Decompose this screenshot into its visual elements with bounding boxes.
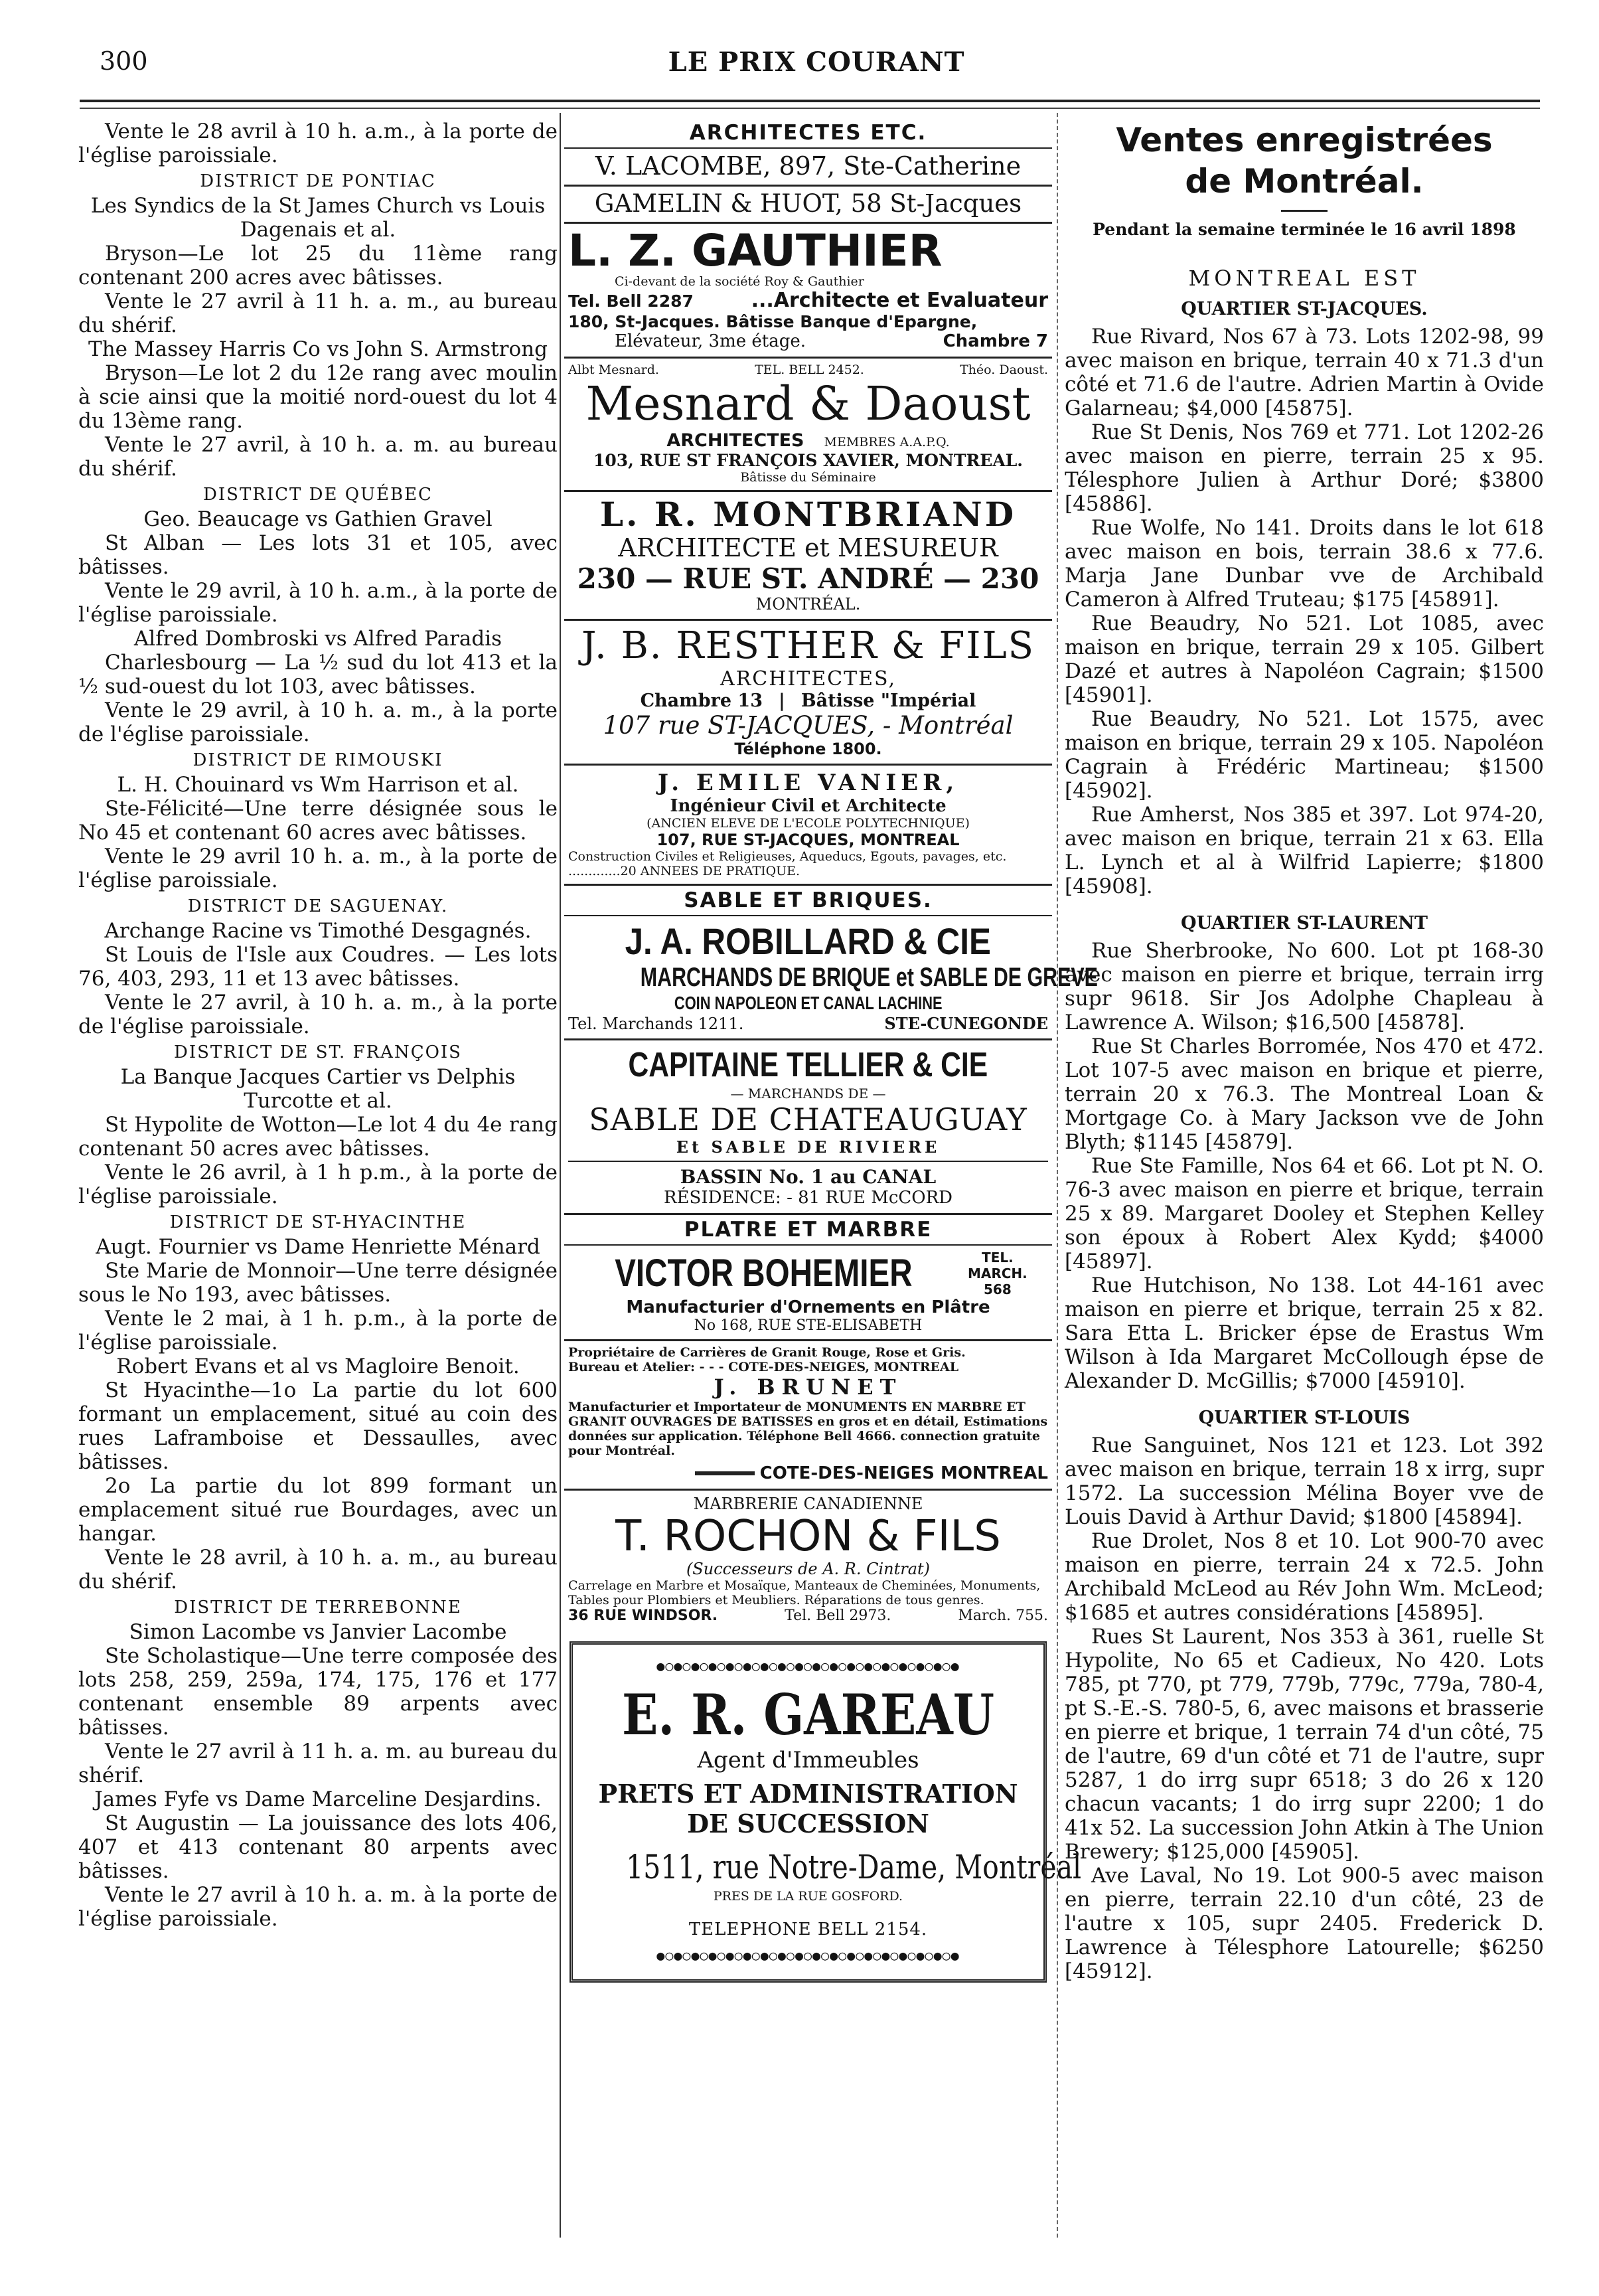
architectes-section-header bbox=[564, 120, 1052, 149]
case-title: Les Syndics de la St James Church vs Louis Dagenais et al. bbox=[90, 194, 546, 242]
bohemier-tel: TEL. MARCH. 568 bbox=[967, 1250, 1028, 1297]
tellier-residence: RÉSIDENCE: - 81 RUE McCORD bbox=[663, 1188, 953, 1208]
sale-entry: Rue Beaudry, No 521. Lot 1085, avec maison en brique, terrain 29 x 105. Gilbert Dazé et autres à Napoléon Cagrain; $1500 [45901]. bbox=[1065, 612, 1544, 707]
rochon-name: T. ROCHON & FILS bbox=[615, 1512, 1001, 1561]
sale-paragraph: 2o La partie du lot 899 formant un emplacement situé rue Bourdages, avec un hangar. bbox=[78, 1474, 558, 1546]
brunet-intro1: Propriétaire de Carrières de Granit Rouge, Rose et Gris. bbox=[568, 1345, 966, 1360]
page-header bbox=[93, 44, 1540, 84]
sale-entry: Rue Sanguinet, Nos 121 et 123. Lot 392 avec maison en brique, terrain 18 x irrg, supr 1572. La succession Mélina Boyer vve de Louis David à Arthur David; $1800 [45894]. bbox=[1065, 1434, 1544, 1529]
sale-paragraph: Ste Marie de Monnoir—Une terre désignée sous le No 193, avec bâtisses. bbox=[78, 1259, 558, 1307]
sale-paragraph: Vente le 28 avril, à 10 h. a. m., au bureau du shérif. bbox=[78, 1546, 558, 1594]
sale-paragraph: St Augustin — La jouissance des lots 406, 407 et 413 contenant 80 arpents avec bâtisses. bbox=[78, 1811, 558, 1883]
sale-paragraph: Vente le 27 avril à 10 h. a. m. à la porte de l'église paroissiale. bbox=[78, 1883, 558, 1931]
district-heading: DISTRICT DE QUÉBEC bbox=[203, 485, 433, 505]
quartier-heading: QUARTIER ST-JACQUES. bbox=[1181, 299, 1428, 319]
column-divider bbox=[560, 113, 561, 2238]
rochon-address: 36 RUE WINDSOR. bbox=[568, 1607, 718, 1624]
rochon-header: MARBRERIE CANADIENNE bbox=[693, 1495, 923, 1513]
sale-paragraph: St Alban — Les lots 31 et 105, avec bâtisses. bbox=[78, 531, 558, 579]
header-rule-thin bbox=[80, 108, 1540, 109]
mesnard-name: Mesnard & Daoust bbox=[585, 376, 1031, 431]
sale-paragraph: Ste Scholastique—Une terre composée des lots 258, 259, 259a, 174, 175, 176 et 177 contenant ensemble 89 arpents avec bâtisses. bbox=[78, 1644, 558, 1740]
sale-paragraph: St Hyacinthe—1o La partie du lot 600 formant un emplacement, situé au coin des rues Laframboise et Dessaulles, avec bâtisses. bbox=[78, 1378, 558, 1474]
gareau-address: 1511, rue Notre-Dame, Montréal bbox=[626, 1848, 1082, 1886]
case-title: Simon Lacombe vs Janvier Lacombe bbox=[129, 1620, 507, 1644]
mesnard-role: ARCHITECTES bbox=[666, 430, 804, 451]
mesnard-building: Bâtisse du Séminaire bbox=[740, 470, 876, 485]
gareau-service1: PRETS ET ADMINISTRATION bbox=[598, 1779, 1018, 1809]
rochon-ad bbox=[564, 1491, 1052, 1629]
sale-entry: Rue Rivard, Nos 67 à 73. Lots 1202-98, 99 avec maison en brique, terrain 40 x 71.3 d'un côté et 71.6 de l'autre. Adrien Martin à Ovide Galarneau; $4,000 [45875]. bbox=[1065, 325, 1544, 420]
daoust-partner: Théo. Daoust. bbox=[960, 363, 1048, 377]
vanier-address: 107, RUE ST-JACQUES, MONTREAL bbox=[656, 831, 960, 849]
sale-paragraph: Vente le 29 avril, à 10 h. a.m., à la porte de l'église paroissiale. bbox=[78, 579, 558, 627]
platre-section-header bbox=[564, 1215, 1052, 1246]
sale-entry: Rues St Laurent, Nos 353 à 361, ruelle St Hypolite, No 65 et Cadieux, No 420. Lots 785, pt 770, pt 779, 779b, 779c, 779a, 780-4, pt S.-E.-S. 780-5, 6, avec maisons et brasserie en pierre et brique, 1 terrain 74 d'un côté, 75 de l'autre, 69 d'un côté et 71 de l'autre, supr 5287, 1 do irrg supr 6518; 3 do 26 x 120 chacun vacants; 1 do irrg supr 2200; 1 do 41x 52. La succession John Atkin à The Union Brewery; $125,000 [45905]. bbox=[1065, 1625, 1544, 1864]
bohemier-ad bbox=[564, 1246, 1052, 1341]
sable-section-header bbox=[564, 886, 1052, 916]
tellier-product: SABLE DE CHATEAUGUAY bbox=[589, 1102, 1028, 1137]
case-title: L. H. Chouinard vs Wm Harrison et al. bbox=[117, 773, 519, 797]
chain-border-decoration: ●○●○●○●○●○●○●○●○●○●○●○●○●○●○●○●○●○● bbox=[656, 1658, 960, 1674]
case-title: The Massey Harris Co vs John S. Armstrong bbox=[88, 337, 548, 361]
journal-title: LE PRIX COURANT bbox=[668, 46, 965, 78]
vanier-works: Construction Civiles et Religieuses, Aqueducs, Egouts, pavages, etc. .............20 ANNEES DE PRATIQUE. bbox=[568, 849, 1007, 878]
gareau-name: E. R. GAREAU bbox=[622, 1682, 994, 1748]
advertisements-column bbox=[564, 120, 1098, 1983]
resther-address: 107 rue ST-JACQUES, - Montréal bbox=[603, 711, 1014, 740]
case-title: Augt. Fournier vs Dame Henriette Ménard bbox=[96, 1235, 540, 1259]
montbriand-ad bbox=[564, 492, 1052, 621]
gauthier-elevator: Elévateur, 3me étage. bbox=[615, 331, 806, 351]
case-title: James Fyfe vs Dame Marceline Desjardins. bbox=[94, 1787, 542, 1811]
header-rule bbox=[80, 100, 1540, 102]
sale-entry: Rue Hutchison, No 138. Lot 44-161 avec maison en pierre et brique, terrain 25 x 82. Sara Etta L. Bricker épse de Erastus Wm Wilson à Ida Margaret McCollough épse de Alexander D. McGillis; $7000 [45910]. bbox=[1065, 1273, 1544, 1393]
gareau-ad bbox=[570, 1641, 1082, 1983]
sale-paragraph: Vente le 27 avril à 11 h. a. m., au bureau du shérif. bbox=[78, 289, 558, 337]
robillard-trade: MARCHANDS DE BRIQUE et SABLE DE GREVE bbox=[640, 963, 1098, 992]
tellier-trade: — MARCHANDS DE — bbox=[730, 1086, 886, 1102]
gauthier-address: 180, St-Jacques. Bâtisse Banque d'Epargne, bbox=[568, 312, 978, 331]
robillard-address: COIN NAPOLEON ET CANAL LACHINE bbox=[674, 993, 943, 1013]
sale-entry: Ave Laval, No 19. Lot 900-5 avec maison en pierre, terrain 22.10 d'un côté, 23 de l'autre x 105, supr 2405. Frederick D. Lawrence à Télesphore Latourelle; $6250 [45912]. bbox=[1065, 1864, 1544, 1983]
tellier-product2: Et SABLE DE RIVIERE bbox=[676, 1137, 941, 1157]
gauthier-tel: Tel. Bell 2287 bbox=[568, 291, 694, 311]
column-divider bbox=[1057, 113, 1058, 2238]
gareau-service2: DE SUCCESSION bbox=[687, 1809, 929, 1839]
robillard-city: STE-CUNEGONDE bbox=[884, 1014, 1048, 1033]
rochon-tel: Tel. Bell 2973. bbox=[785, 1607, 891, 1624]
quartier-heading: QUARTIER ST-LAURENT bbox=[1181, 913, 1428, 934]
mesnard-member: MEMBRES A.A.P.Q. bbox=[824, 435, 950, 450]
registered-sales-column bbox=[1065, 120, 1544, 1983]
chain-border-decoration: ●○●○●○●○●○●○●○●○●○●○●○●○●○●○●○●○●○● bbox=[656, 1947, 960, 1963]
case-title: Alfred Dombroski vs Alfred Paradis bbox=[133, 627, 502, 651]
section-title: ARCHITECTES ETC. bbox=[689, 121, 927, 145]
resther-name: J. B. RESTHER & FILS bbox=[581, 624, 1035, 667]
pointing-hand-icon bbox=[695, 1471, 755, 1475]
montbriand-role: ARCHITECTE et MESUREUR bbox=[618, 533, 998, 562]
resther-role: ARCHITECTES, bbox=[720, 667, 896, 691]
district-heading: DISTRICT DE RIMOUSKI bbox=[192, 750, 443, 770]
district-heading: DISTRICT DE ST. FRANÇOIS bbox=[173, 1042, 462, 1062]
gauthier-name: L. Z. GAUTHIER bbox=[568, 225, 943, 276]
gareau-near: PRES DE LA RUE GOSFORD. bbox=[713, 1889, 903, 1904]
sale-paragraph: Vente le 27 avril, à 10 h. a. m. au bureau du shérif. bbox=[78, 433, 558, 481]
rochon-successors: (Successeurs de A. R. Cintrat) bbox=[686, 1560, 931, 1578]
vanier-name: J. EMILE VANIER, bbox=[657, 770, 959, 796]
bohemier-name: VICTOR BOHEMIER bbox=[615, 1252, 913, 1295]
mesnard-partner: Albt Mesnard. bbox=[568, 363, 659, 377]
sale-paragraph: Vente le 29 avril, à 10 h. a. m., à la porte de l'église paroissiale. bbox=[78, 698, 558, 746]
sale-paragraph: Vente le 26 avril, à 1 h p.m., à la porte de l'église paroissiale. bbox=[78, 1161, 558, 1208]
registered-sales-header bbox=[1065, 120, 1544, 291]
district-heading: DISTRICT DE ST-HYACINTHE bbox=[169, 1212, 467, 1232]
lacombe-line: V. LACOMBE, 897, Ste-Catherine bbox=[595, 151, 1022, 181]
sale-paragraph: Vente le 29 avril 10 h. a. m., à la porte de l'église paroissiale. bbox=[78, 845, 558, 892]
montbriand-name: L. R. MONTBRIAND bbox=[599, 495, 1017, 534]
sale-paragraph: Vente le 2 mai, à 1 h. p.m., à la porte de l'église paroissiale. bbox=[78, 1307, 558, 1354]
gareau-phone: TELEPHONE BELL 2154. bbox=[688, 1920, 928, 1939]
bohemier-trade: Manufacturier d'Ornements en Plâtre bbox=[626, 1297, 990, 1317]
mesnard-address: 103, RUE ST FRANÇOIS XAVIER, MONTREAL. bbox=[593, 451, 1024, 470]
montbriand-address: 230 — RUE ST. ANDRÉ — 230 bbox=[577, 562, 1039, 595]
resther-building: Bâtisse "Impérial bbox=[800, 691, 976, 711]
sale-paragraph: Charlesbourg — La ½ sud du lot 413 et la ½ sud-ouest du lot 103, avec bâtisses. bbox=[78, 651, 558, 698]
brunet-footer: COTE-DES-NEIGES MONTREAL bbox=[759, 1463, 1048, 1483]
gauthier-role: ...Architecte et Evaluateur bbox=[751, 289, 1048, 312]
montbriand-city: MONTRÉAL. bbox=[755, 595, 861, 614]
sale-entry: Rue Amherst, Nos 385 et 397. Lot 974-20, avec maison en brique, terrain 21 x 63. Ella L. Lynch et al à Wilfrid Lapierre; $1800 [45908]. bbox=[1065, 803, 1544, 898]
case-title: Geo. Beaucage vs Gathien Gravel bbox=[143, 507, 493, 531]
section-title: Ventes enregistrées bbox=[1116, 121, 1493, 159]
mesnard-tel: TEL. BELL 2452. bbox=[755, 363, 864, 377]
rochon-desc: Carrelage en Marbre et Mosaïque, Manteaux de Cheminées, Monuments, Tables pour Plombiers et Meubliers. Réparations de tous genres. bbox=[568, 1578, 1041, 1607]
sale-entry: Rue Drolet, Nos 8 et 10. Lot 900-70 avec maison en pierre, terrain 24 x 72.5. John Archibald McLeod au Rév John Wm. McLeod; $1685 et autres considérations [45895]. bbox=[1065, 1529, 1544, 1625]
gamelin-ad bbox=[564, 187, 1052, 224]
sale-paragraph: Ste-Félicité—Une terre désignée sous le No 45 et contenant 60 acres avec bâtisses. bbox=[78, 797, 558, 845]
sale-paragraph: Vente le 27 avril à 11 h. a. m. au bureau du shérif. bbox=[78, 1740, 558, 1787]
gareau-role: Agent d'Immeubles bbox=[697, 1747, 919, 1773]
gauthier-ad bbox=[564, 224, 1052, 359]
district-heading: DISTRICT DE PONTIAC bbox=[200, 171, 436, 191]
robillard-ad bbox=[564, 916, 1098, 1040]
robillard-tel: Tel. Marchands 1211. bbox=[568, 1015, 744, 1033]
district-heading: MONTREAL EST bbox=[1188, 266, 1420, 291]
quartier-listings bbox=[1065, 299, 1544, 1983]
resther-room: Chambre 13 bbox=[640, 691, 763, 711]
brunet-desc: Manufacturier et Importateur de MONUMENTS EN MARBRE ET GRANIT OUVRAGES DE BATISSES en gros et en détail, Estimations données sur application. Téléphone Bell 4666. connection gratuite pour Montréal. bbox=[568, 1400, 1048, 1458]
brunet-intro2: Bureau et Atelier: - - - COTE-DES-NEIGES, MONTREAL bbox=[568, 1360, 959, 1374]
resther-ad: J. B. RESTHER & FILS ARCHITECTES, Chambre 13 | Bâtisse "Impérial 107 rue ST-JACQUES, - Montréal Téléphone 1800. bbox=[564, 621, 1052, 766]
robillard-name: J. A. ROBILLARD & CIE bbox=[625, 920, 992, 962]
vanier-role: Ingénieur Civil et Architecte bbox=[670, 796, 947, 816]
sale-paragraph: Bryson—Le lot 25 du 11ème rang contenant 200 acres avec bâtisses. bbox=[78, 242, 558, 289]
case-title: Robert Evans et al vs Magloire Benoit. bbox=[116, 1354, 520, 1378]
sale-entry: Rue St Charles Borromée, Nos 470 et 472. Lot 107-5 avec maison en brique et pierre, terrain 20 x 76.3. The Montreal Loan & Mortgage Co. à Mary Jackson vve de John Blyth; $1145 [45879]. bbox=[1065, 1034, 1544, 1154]
period-note: Pendant la semaine terminée le 16 avril 1898 bbox=[1093, 220, 1516, 239]
district-heading: DISTRICT DE TERREBONNE bbox=[174, 1598, 462, 1617]
sale-entry: Rue Ste Famille, Nos 64 et 66. Lot pt N. O. 76-3 avec maison en pierre et brique, terrain 25 x 89. Margaret Dooley et Stephen Kelley son époux à Robert Alex Kydd; $4000 [45897]. bbox=[1065, 1154, 1544, 1273]
case-title: Archange Racine vs Timothé Desgagnés. bbox=[104, 919, 532, 943]
bohemier-address: No 168, RUE STE-ELISABETH bbox=[694, 1317, 923, 1334]
lacombe-ad bbox=[564, 149, 1052, 187]
sale-entry: Rue St Denis, Nos 769 et 771. Lot 1202-26 avec maison en pierre, terrain 25 x 95. Télesphore Julien à Arthur Doré; $3800 [45886]. bbox=[1065, 420, 1544, 516]
case-title: La Banque Jacques Cartier vs Delphis Turcotte et al. bbox=[120, 1065, 516, 1113]
tellier-ad bbox=[564, 1040, 1052, 1215]
vanier-school: (ANCIEN ELEVE DE L'ECOLE POLYTECHNIQUE) bbox=[647, 816, 970, 831]
judicial-sales-column bbox=[78, 120, 558, 1931]
quartier-heading: QUARTIER ST-LOUIS bbox=[1198, 1408, 1410, 1428]
sale-entry: Rue Sherbrooke, No 600. Lot pt 168-30 avec maison en pierre et brique, terrain irrg supr 9618. Sir Jos Adolphe Chapleau à Lawrence A. Wilson; $16,500 [45878]. bbox=[1065, 939, 1544, 1034]
vanier-ad bbox=[564, 766, 1052, 886]
brunet-ad bbox=[564, 1341, 1052, 1491]
gauthier-room: Chambre 7 bbox=[943, 331, 1048, 351]
sale-paragraph: Vente le 27 avril, à 10 h. a. m., à la porte de l'église paroissiale. bbox=[78, 991, 558, 1038]
brunet-name: J. BRUNET bbox=[714, 1374, 903, 1400]
sale-paragraph: St Hypolite de Wotton—Le lot 4 du 4e rang contenant 50 acres avec bâtisses. bbox=[78, 1113, 558, 1161]
sale-paragraph: Vente le 28 avril à 10 h. a.m., à la porte de l'église paroissiale. bbox=[78, 120, 558, 167]
rochon-march: March. 755. bbox=[958, 1607, 1048, 1624]
gauthier-former: Ci-devant de la société Roy & Gauthier bbox=[615, 274, 864, 289]
section-title: PLATRE ET MARBRE bbox=[684, 1218, 933, 1242]
page-number: 300 bbox=[100, 46, 148, 76]
resther-phone: Téléphone 1800. bbox=[734, 740, 882, 758]
section-title: SABLE ET BRIQUES. bbox=[684, 888, 933, 912]
tellier-name: CAPITAINE TELLIER & CIE bbox=[628, 1046, 988, 1084]
district-heading: DISTRICT DE SAGUENAY. bbox=[187, 896, 449, 916]
sale-paragraph: Bryson—Le lot 2 du 12e rang avec moulin à scie ainsi que la moitié nord-ouest du lot 4 du 13ème rang. bbox=[78, 361, 558, 433]
section-title-line2: de Montréal. bbox=[1185, 162, 1424, 201]
sale-entry: Rue Beaudry, No 521. Lot 1575, avec maison en brique, terrain 29 x 105. Napoléon Cagrain à Frédéric Martineau; $1500 [45902]. bbox=[1065, 707, 1544, 803]
mesnard-daoust-ad bbox=[564, 359, 1052, 492]
sale-paragraph: St Louis de l'Isle aux Coudres. — Les lots 76, 403, 293, 11 et 13 avec bâtisses. bbox=[78, 943, 558, 991]
gamelin-line: GAMELIN & HUOT, 58 St-Jacques bbox=[594, 189, 1022, 218]
tellier-basin: BASSIN No. 1 au CANAL bbox=[680, 1166, 937, 1188]
sale-entry: Rue Wolfe, No 141. Droits dans le lot 618 avec maison en bois, terrain 38.6 x 77.6. Marja Jane Dunbar vve de Archibald Cameron à Alfred Truteau; $175 [45891]. bbox=[1065, 516, 1544, 612]
